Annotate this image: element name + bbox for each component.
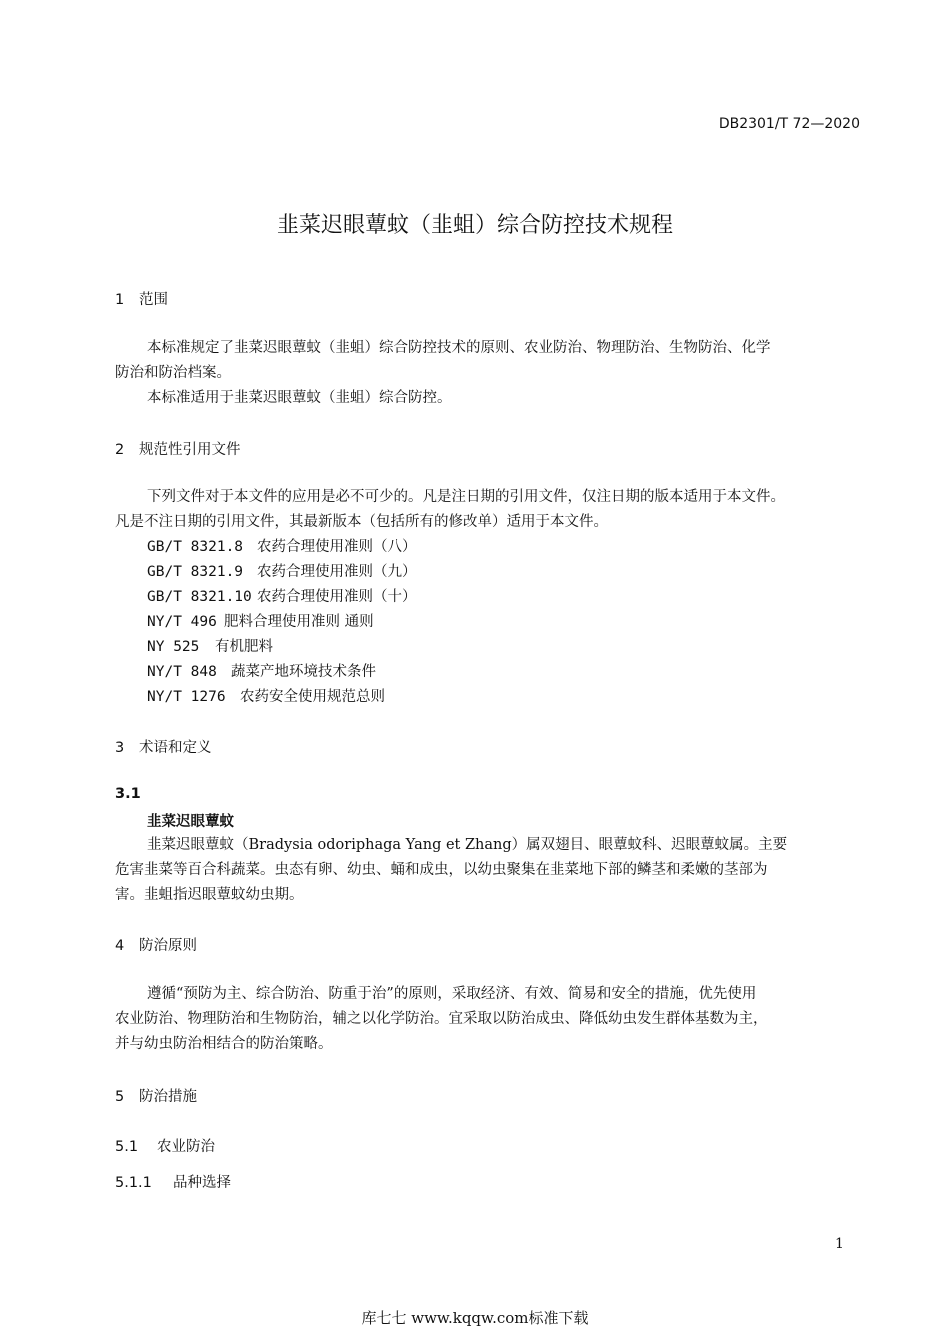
section-number: 1	[115, 292, 125, 308]
reference-item	[147, 685, 417, 710]
reference-list	[147, 535, 417, 710]
reference-code: GB/T 8321.8	[147, 539, 244, 555]
text-line: 本标准适用于韭菜迟眼蕈蚊（韭蛆）综合防控。	[147, 390, 452, 406]
term-definition	[115, 833, 860, 908]
section-title: 术语和定义	[139, 740, 212, 756]
text-line: 下列文件对于本文件的应用是必不可少的。凡是注日期的引用文件，仅注日期的版本适用于本文件。	[147, 489, 785, 505]
text-line: 韭菜迟眼蕈蚊（Bradysia odoriphaga Yang et Zhang）属双翅目、眼蕈蚊科、迟眼蕈蚊属。主要	[147, 837, 788, 853]
reference-name: 农药安全使用规范总则	[240, 689, 385, 705]
reference-code: GB/T 8321.10	[147, 589, 252, 605]
section-3-heading	[115, 736, 212, 757]
standard-code: DB2301/T 72—2020	[718, 116, 860, 132]
footer-watermark: 库七七 www.kqqw.com标准下载	[361, 1309, 589, 1327]
reference-name: 农药合理使用准则（九）	[257, 564, 417, 580]
text-line: 农业防治、物理防治和生物防治，辅之以化学防治。宜采取以防治成虫、降低幼虫发生群体基数为主，	[115, 1011, 768, 1027]
reference-name: 蔬菜产地环境技术条件	[231, 664, 376, 680]
reference-code: NY/T 496	[147, 614, 217, 630]
reference-item	[147, 535, 417, 560]
page-number: 1	[835, 1236, 844, 1252]
subsection-5-1-heading	[115, 1135, 215, 1156]
section-number: 3	[115, 740, 125, 756]
reference-item	[147, 610, 417, 635]
section-1-heading	[115, 288, 168, 309]
section-number: 4	[115, 938, 125, 954]
reference-name: 农药合理使用准则（十）	[257, 589, 417, 605]
text-line: 遵循“预防为主、综合防治、防重于治”的原则，采取经济、有效、简易和安全的措施，优先使用	[147, 986, 757, 1002]
document-title: 韭菜迟眼蕈蚊（韭蛆）综合防控技术规程	[276, 213, 673, 238]
section-title: 范围	[139, 292, 168, 308]
section-title: 品种选择	[173, 1175, 231, 1191]
section-title: 防治措施	[139, 1089, 197, 1105]
section-2-paragraph	[115, 485, 860, 535]
reference-code: NY 525	[147, 639, 200, 655]
section-title: 规范性引用文件	[139, 442, 241, 458]
reference-item	[147, 585, 417, 610]
section-1-paragraph-1	[115, 336, 860, 386]
subsection-5-1-1-heading	[115, 1171, 231, 1192]
text-line: 防治和防治档案。	[115, 365, 231, 381]
section-number: 5.1.1	[115, 1175, 152, 1191]
section-title: 农业防治	[157, 1139, 215, 1155]
reference-name: 农药合理使用准则（八）	[257, 539, 417, 555]
text-line: 凡是不注日期的引用文件，其最新版本（包括所有的修改单）适用于本文件。	[115, 514, 608, 530]
reference-code: NY/T 848	[147, 664, 217, 680]
subsection-3-1-number: 3.1	[115, 786, 141, 802]
reference-item	[147, 635, 417, 660]
term-name: 韭菜迟眼蕈蚊	[147, 814, 234, 830]
reference-item	[147, 660, 417, 685]
section-title: 防治原则	[139, 938, 197, 954]
text-line: 害。韭蛆指迟眼蕈蚊幼虫期。	[115, 887, 304, 903]
reference-item	[147, 560, 417, 585]
section-number: 2	[115, 442, 125, 458]
section-4-paragraph	[115, 982, 860, 1057]
reference-name: 肥料合理使用准则 通则	[224, 614, 374, 630]
section-number: 5	[115, 1089, 125, 1105]
reference-code: NY/T 1276	[147, 689, 226, 705]
reference-name: 有机肥料	[215, 639, 273, 655]
section-5-heading	[115, 1085, 197, 1106]
text-line: 并与幼虫防治相结合的防治策略。	[115, 1036, 333, 1052]
section-number: 5.1	[115, 1139, 139, 1155]
section-4-heading	[115, 934, 197, 955]
section-2-heading	[115, 438, 241, 459]
section-1-paragraph-2	[115, 386, 860, 411]
text-line: 危害韭菜等百合科蔬菜。虫态有卵、幼虫、蛹和成虫，以幼虫聚集在韭菜地下部的鳞茎和柔嫩的茎部为	[115, 862, 768, 878]
reference-code: GB/T 8321.9	[147, 564, 244, 580]
text-line: 本标准规定了韭菜迟眼蕈蚊（韭蛆）综合防控技术的原则、农业防治、物理防治、生物防治、化学	[147, 340, 771, 356]
